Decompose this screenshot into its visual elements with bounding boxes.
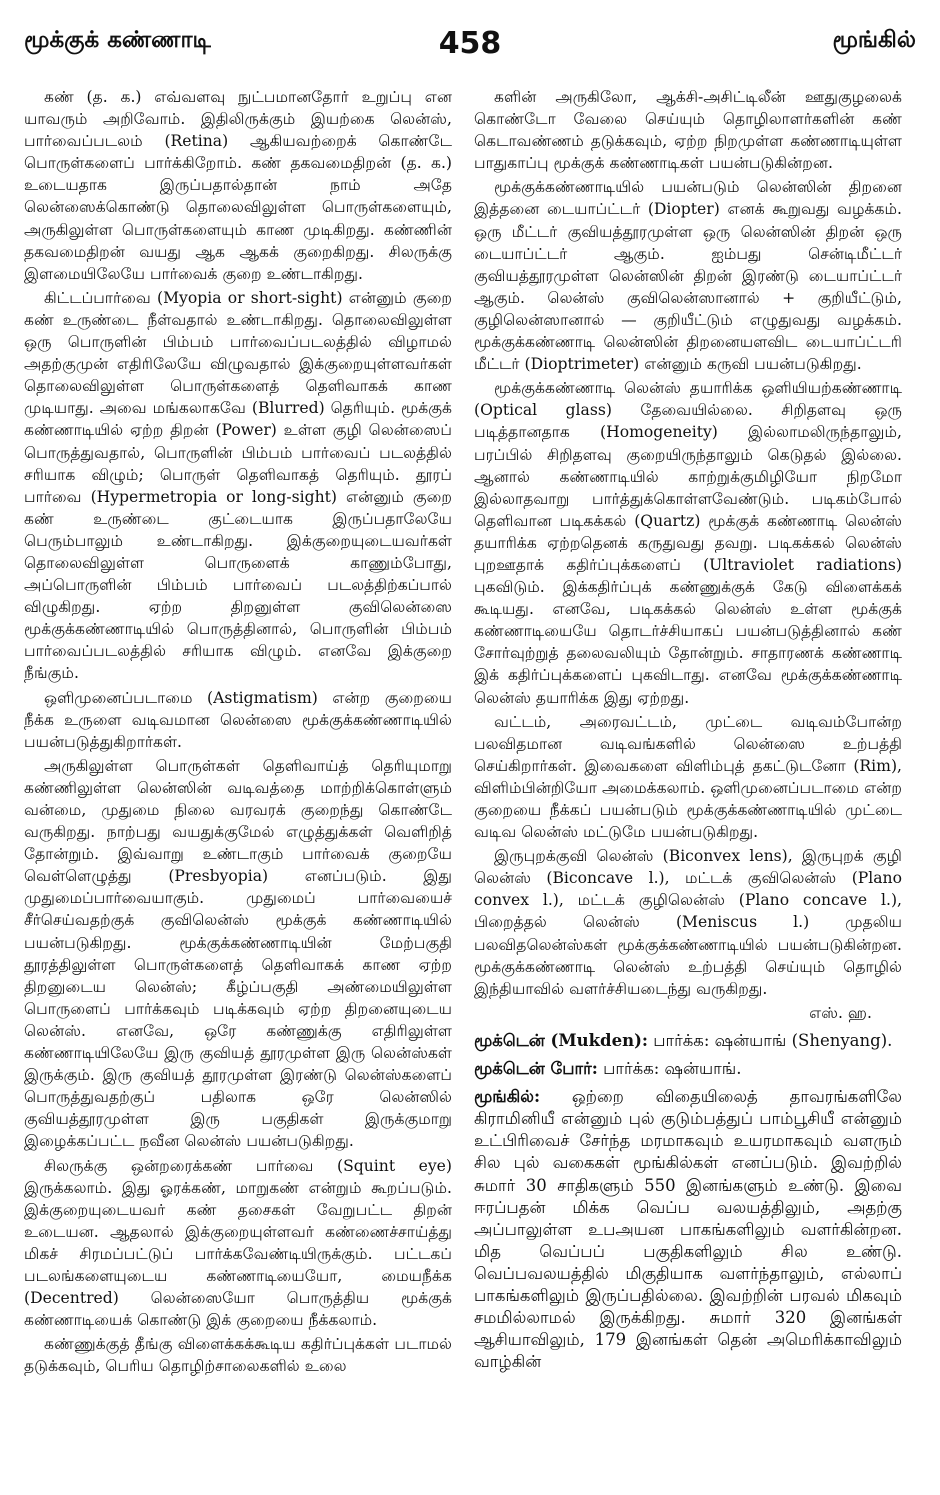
entry-term: மூங்கில்: xyxy=(474,1087,541,1107)
paragraph: வட்டம், அரைவட்டம், முட்டை வடிவம்போன்ற பலவிதமான வடிவங்களில் லென்ஸை உற்பத்தி செய்கிறார்கள். இவைகளை விளிம்புத் தகட்டுடனோ (Rim), விளிம்பின்றியோ அமைக்கலாம். ஒளிமுனைப்படாமை என்ற குறையை நீக்கப் பயன்படும் மூக்குக்கண்ணாடியில் முட்டை வடிவ லென்ஸ் மட்டுமே பயன்படுகிறது. xyxy=(474,712,902,842)
paragraph: கிட்டப்பார்வை (Myopia or short-sight) என்னும் குறை கண் உருண்டை நீள்வதால் உண்டாகிறது. தொலைவிலுள்ள ஒரு பொருளின் பிம்பம் பார்வைப்படலத்தில் விழாமல் அதற்குமுன் எதிரிலேயே விழுவதால் இக்குறையுள்ளவர்கள் தொலைவிலுள்ள பொருள்களைத் தெளிவாகக் காண முடியாது. அவை மங்கலாகவே (Blurred) தெரியும். மூக்குக் கண்ணாடியில் ஏற்ற திறன் (Power) உள்ள குழி லென்ஸைப் பொருத்துவதால், பொருளின் பிம்பம் பார்வைப் படலத்தில் சரியாக விழும்; பொருள் தெளிவாகத் தெரியும். தூரப் பார்வை (Hypermetropia or long-sight) என்னும் குறை கண் உருண்டை குட்டையாக இருப்பதாலேயே பெரும்பாலும் உண்டாகிறது. இக்குறையுடையவர்கள் தொலைவிலுள்ள பொருளைக் காணும்போது, அப்பொருளின் பிம்பம் பார்வைப் படலத்திற்கப்பால் விழுகிறது. ஏற்ற திறனுள்ள குவிலென்ஸை மூக்குக்கண்ணாடியில் பொருத்தினால், பொருளின் பிம்பம் பார்வைப்படலத்தில் சரியாக விழும். எனவே இக்குறை நீங்கும். xyxy=(24,288,452,683)
paragraph: கண் (த. க.) எவ்வளவு நுட்பமானதோர் உறுப்பு என யாவரும் அறிவோம். இதிலிருக்கும் இயற்கை லென்ஸ், பார்வைப்படலம் (Retina) ஆகியவற்றைக் கொண்டே பொருள்களைப் பார்க்கிறோம். கண் தகவமைதிறன் (த. க.) உடையதாக இருப்பதால்தான் நாம் அதே லென்ஸைக்கொண்டு தொலைவிலுள்ள பொருள்களையும், அருகிலுள்ள பொருள்களையும் காண முடிகிறது. கண்ணின் தகவமைதிறன் வயது ஆக ஆகக் குறைகிறது. சிலருக்கு இளமையிலேயே பார்வைக் குறை உண்டாகிறது. xyxy=(24,88,452,283)
entry-text: ஒற்றை விதையிலைத் தாவரங்களிலே கிராமினியீ என்னும் புல் குடும்பத்துப் பாம்பூசியீ என்னும் உட்பிரிவைச் சேர்ந்த மரமாகவும் உயரமாகவும் வளரும் சில புல் வகைகள் மூங்கில்கள் எனப்படும். இவற்றில் சுமார் 30 சாதிகளும் 550 இனங்களும் உண்டு. இவை ஈரப்பதன் மிக்க வெப்ப வலயத்திலும், அதற்கு அப்பாலுள்ள உபஅயன பாகங்களிலும் வளர்கின்றன. மித வெப்பப் பகுதிகளிலும் சில உண்டு. வெப்பவலயத்தில் மிகுதியாக வளர்ந்தாலும், எல்லாப் பாகங்களிலும் இருப்பதில்லை. இவற்றின் பரவல் மிகவும் சமமில்லாமல் இருக்கிறது. சுமார் 320 இனங்கள் ஆசியாவிலும், 179 இனங்கள் தென் அமெரிக்காவிலும் வாழ்கின் xyxy=(474,1087,902,1372)
entry-text: பார்க்க: ஷன்யாங். xyxy=(597,1059,742,1079)
entry-text: பார்க்க: ஷன்யாங் (Shenyang). xyxy=(647,1030,893,1050)
left-column xyxy=(24,86,452,1481)
right-column xyxy=(474,86,902,1481)
paragraph: ஒளிமுனைப்படாமை (Astigmatism) என்ற குறையை நீக்க உருளை வடிவமான லென்ஸை மூக்குக்கண்ணாடியில் பயன்படுத்துகிறார்கள். xyxy=(24,688,452,751)
running-head-right: மூங்கில் xyxy=(832,26,916,53)
running-head-left: மூக்குக் கண்ணாடி xyxy=(24,26,211,53)
paragraph: சிலருக்கு ஒன்றரைக்கண் பார்வை (Squint eye) இருக்கலாம். இது ஓரக்கண், மாறுகண் என்றும் கூறப்படும். இக்குறையுடையவர் கண் தசைகள் வேறுபட்ட திறன் உடையன. ஆதலால் இக்குறையுள்ளவர் கண்ணைச்சாய்த்து மிகச் சிரமப்பட்டுப் பார்க்கவேண்டியிருக்கும். பட்டகப் படலங்களையுடைய கண்ணாடியையோ, மையநீக்க (Decentred) லென்ஸையோ பொருத்திய மூக்குக் கண்ணாடியைக் கொண்டு இக் குறையை நீக்கலாம். xyxy=(24,1156,452,1330)
entry-term: மூக்டென் போர்: xyxy=(474,1059,598,1079)
page-number: 458 xyxy=(438,26,502,61)
paragraph: மூக்குக்கண்ணாடியில் பயன்படும் லென்ஸின் திறனை இத்தனை டையாப்ட்டர் (Diopter) எனக் கூறுவது வழக்கம். ஒரு மீட்டர் குவியத்தூரமுள்ள ஒரு லென்ஸின் திறன் ஒரு டையாப்ட்டர் ஆகும். ஐம்பது சென்டிமீட்டர் குவியத்தூரமுள்ள லென்ஸின் திறன் இரண்டு டையாப்ட்டர் ஆகும். லென்ஸ் குவிலென்ஸானால் + குறியீட்டும், குழிலென்ஸானால் — குறியீட்டும் எழுதுவது வழக்கம். மூக்குக்கண்ணாடி லென்ஸின் திறனையளவிட டையாப்ட்டரி மீட்டர் (Dioptrimeter) என்னும் கருவி பயன்படுகிறது. xyxy=(474,178,902,374)
entry-mukden-battle xyxy=(474,1058,902,1080)
entry-term: மூக்டென் (Mukden): xyxy=(474,1030,648,1050)
paragraph: இருபுறக்குவி லென்ஸ் (Biconvex lens), இருபுறக் குழி லென்ஸ் (Biconcave l.), மட்டக் குவிலென்ஸ் (Plano convex l.), மட்டக் குழிலென்ஸ் (Plano concave l.), பிறைத்தல் லென்ஸ் (Meniscus l.) முதலிய பலவிதலென்ஸ்கள் மூக்குக்கண்ணாடியில் பயன்படுகின்றன. மூக்குக்கண்ணாடி லென்ஸ் உற்பத்தி செய்யும் தொழில் இந்தியாவில் வளர்ச்சியடைந்து வருகிறது. xyxy=(474,847,902,998)
paragraph: மூக்குக்கண்ணாடி லென்ஸ் தயாரிக்க ஒளியியற்கண்ணாடி (Optical glass) தேவையில்லை. சிறிதளவு ஒரு படித்தானதாக (Homogeneity) இல்லாமலிருந்தாலும், பரப்பில் சிறிதளவு குறையிருந்தாலும் கெடுதல் இல்லை. ஆனால் கண்ணாடியில் காற்றுக்குமிழியோ நிறமோ இல்லாதவாறு பார்த்துக்கொள்ளவேண்டும். படிகம்போல் தெளிவான படிகக்கல் (Quartz) மூக்குக் கண்ணாடி லென்ஸ் தயாரிக்க ஏற்றதெனக் கருதுவது தவறு. படிகக்கல் லென்ஸ் புறஊதாக் கதிர்ப்புக்களைப் (Ultraviolet radiations) புகவிடும். இக்கதிர்ப்புக் கண்ணுக்குக் கேடு விளைக்கக் கூடியது. எனவே, படிகக்கல் லென்ஸ் உள்ள மூக்குக் கண்ணாடியையே தொடர்ச்சியாகப் பயன்படுத்தினால் கண் சோர்வுற்றுத் தலைவலியும் தோன்றும். சாதாரணக் கண்ணாடி இக் கதிர்ப்புக்களைப் புகவிடாது. எனவே மூக்குக்கண்ணாடி லென்ஸ் தயாரிக்க இது ஏற்றது. xyxy=(474,379,902,707)
paragraph: களின் அருகிலோ, ஆக்சி-அசிட்டிலீன் ஊதுகுழலைக் கொண்டோ வேலை செய்யும் தொழிலாளர்களின் கண் கெடாவண்ணம் தடுக்கவும், ஏற்ற நிறமுள்ள கண்ணாடியுள்ள பாதுகாப்பு மூக்குக் கண்ணாடிகள் பயன்படுகின்றன. xyxy=(474,88,902,173)
page-header xyxy=(24,26,916,66)
paragraph: அருகிலுள்ள பொருள்கள் தெளிவாய்த் தெரியுமாறு கண்ணிலுள்ள லென்ஸின் வடிவத்தை மாற்றிக்கொள்ளும் வன்மை, முதுமை நிலை வரவரக் குறைந்து கொண்டே வருகிறது. நாற்பது வயதுக்குமேல் எழுத்துக்கள் வெளிறித் தோன்றும். இவ்வாறு உண்டாகும் பார்வைக் குறையே வெள்ளெழுத்து (Presbyopia) எனப்படும். இது முதுமைப்பார்வையாகும். முதுமைப் பார்வையைச் சீர்செய்வதற்குக் குவிலென்ஸ் மூக்குக் கண்ணாடியில் பயன்படுகிறது. மூக்குக்கண்ணாடியின் மேற்பகுதி தூரத்திலுள்ள பொருள்களைத் தெளிவாகக் காண ஏற்ற திறனுடைய லென்ஸ்; கீழ்ப்பகுதி அண்மையிலுள்ள பொருளைப் பார்க்கவும் படிக்கவும் ஏற்ற திறனையுடைய லென்ஸ். எனவே, ஒரே கண்ணுக்கு எதிரிலுள்ள கண்ணாடியிலேயே இரு குவியத் தூரமுள்ள இரு லென்ஸ்கள் இருக்கும். இரு குவியத் தூரமுள்ள இரண்டு லென்ஸ்களைப் பொருத்துவதற்குப் பதிலாக ஒரே லென்ஸில் குவியத்தூரமுள்ள இரு பகுதிகள் இருக்குமாறு இழைக்கப்பட்ட நவீன லென்ஸ் பயன்படுகிறது. xyxy=(24,756,452,1151)
author-signature: எஸ். ஹ. xyxy=(809,1003,872,1022)
entry-mukden xyxy=(474,1030,902,1052)
entry-bamboo xyxy=(474,1086,902,1373)
paragraph: கண்ணுக்குத் தீங்கு விளைக்கக்கூடிய கதிர்ப்புக்கள் படாமல் தடுக்கவும், பெரிய தொழிற்சாலைகளில் உலை xyxy=(24,1335,452,1376)
